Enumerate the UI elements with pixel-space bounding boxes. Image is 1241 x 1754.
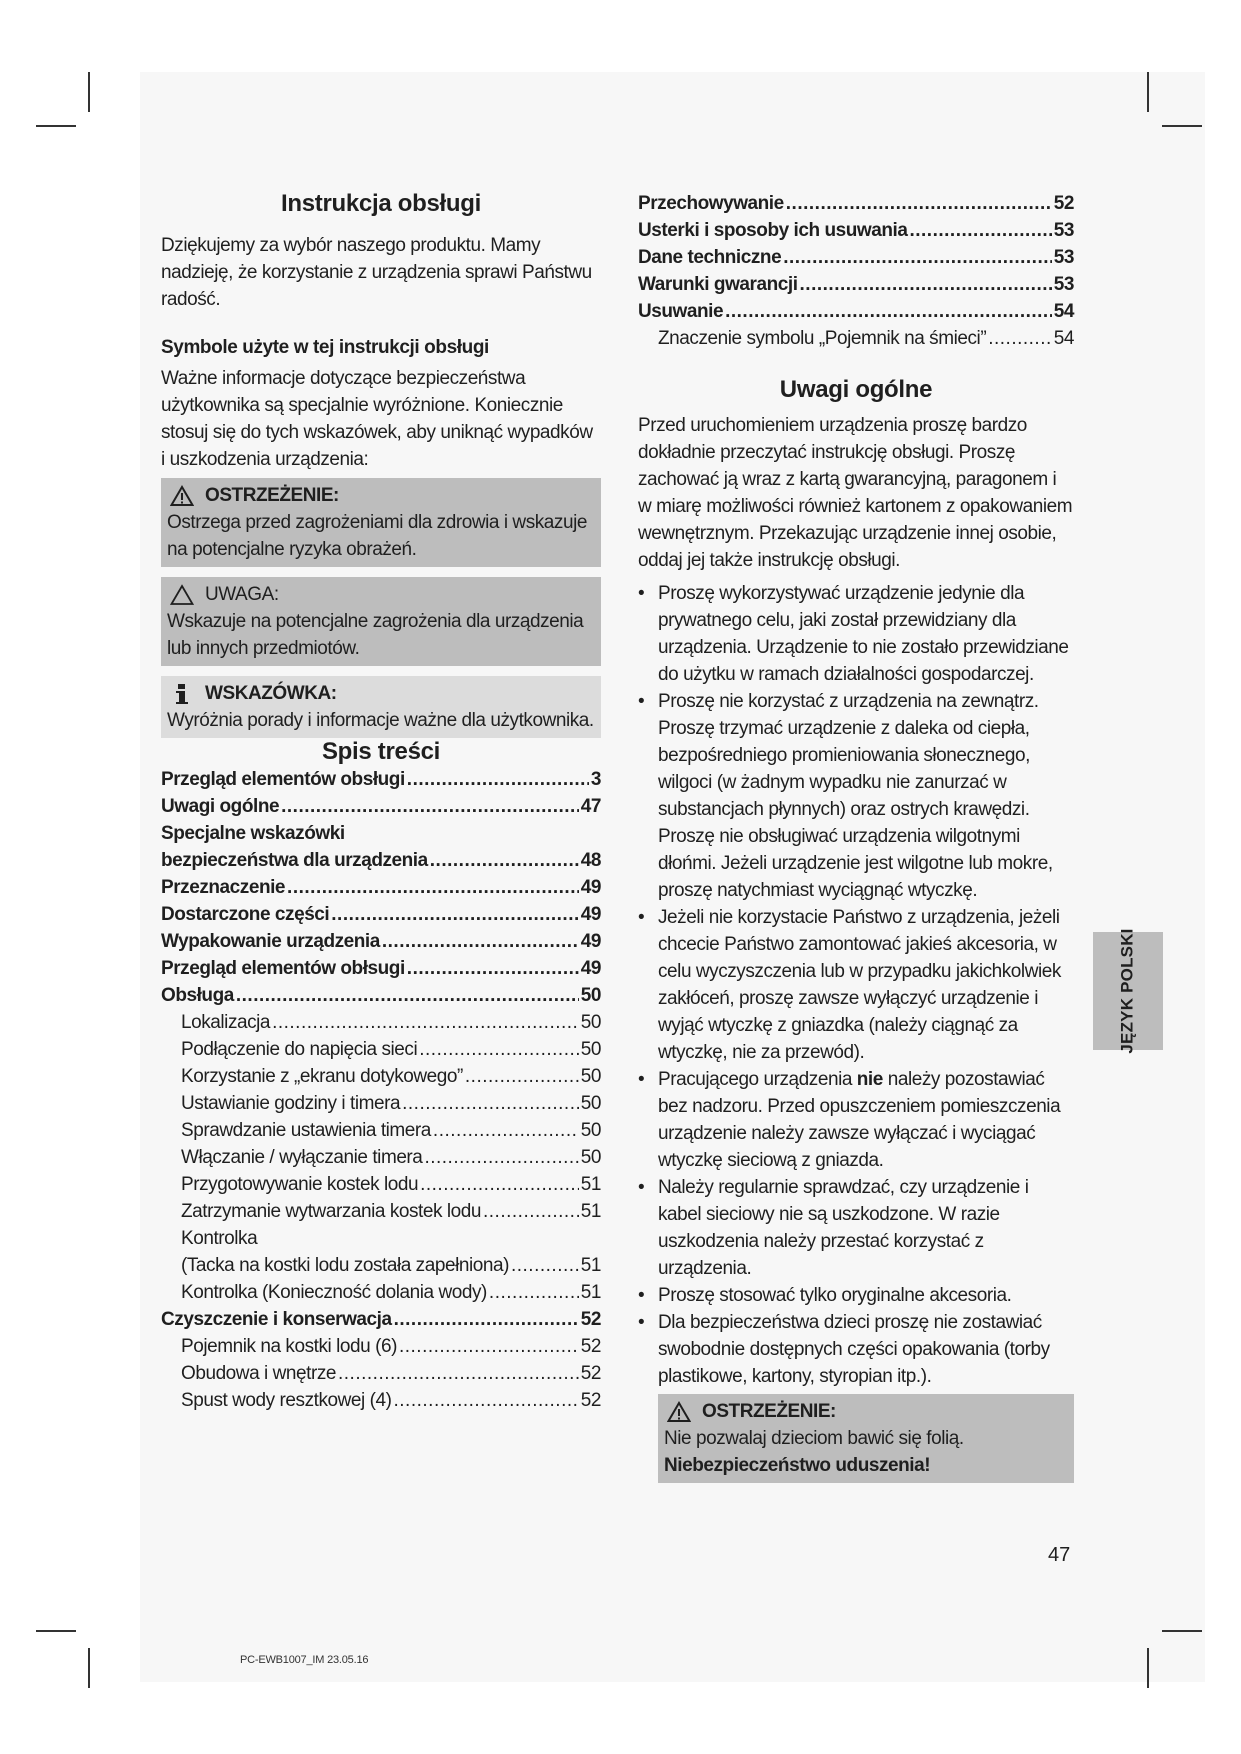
toc-label: Wypakowanie urządzenia <box>161 931 380 952</box>
toc-leader <box>420 1171 579 1198</box>
toc-leader <box>433 1117 579 1144</box>
toc-leader <box>424 1144 578 1171</box>
toc-row <box>161 1360 601 1387</box>
toc-page: 54 <box>1053 328 1074 349</box>
toc-label: Spust wody resztkowej (4) <box>181 1390 392 1411</box>
toc-leader <box>331 901 579 928</box>
safety-list <box>638 580 1074 1390</box>
toc-row <box>161 1036 601 1063</box>
toc-page: 53 <box>1053 274 1074 295</box>
toc-label: Podłączenie do napięcia sieci <box>181 1039 418 1060</box>
language-tab <box>1093 928 1163 1054</box>
toc-leader <box>465 1063 579 1090</box>
toc-label: Czyszczenie i konserwacja <box>161 1309 392 1330</box>
toc-label: Lokalizacja <box>181 1012 271 1033</box>
toc-page: 50 <box>580 1093 601 1114</box>
toc-leader <box>399 1333 579 1360</box>
toc-page: 49 <box>580 904 601 925</box>
toc-leader <box>783 244 1052 271</box>
toc-label: Ustawianie godziny i timera <box>181 1093 401 1114</box>
toc-label: Uwagi ogólne <box>161 796 280 817</box>
toc-row <box>161 1063 601 1090</box>
left-column <box>161 190 601 1414</box>
manual-title: Instrukcja obsługi <box>281 190 481 217</box>
symbols-text: Ważne informacje dotyczące bezpieczeństwa użytkownika są specjalnie wyróżnione. Koniecznie stosuj się do tych wskazówek, aby uniknąć wypadków i uszkodzenia urządzenia: <box>161 368 593 470</box>
warning-label: OSTRZEŻENIE: <box>205 485 339 506</box>
toc-page: 50 <box>580 1039 601 1060</box>
child-warning-label: OSTRZEŻENIE: <box>702 1401 836 1422</box>
toc-row <box>161 820 601 847</box>
list-item: • Proszę nie korzystać z urządzenia na zewnątrz. Proszę trzymać urządzenie z daleka od ciepła, bezpośredniego promieniowania słonecznego, wilgoci (w żadnym wypadku nie zanurzać w substancjach płynnych) oraz ostrych krawędzi. Proszę nie obsługiwać urządzenia wilgotnymi dłońmi. Jeżeli urządzenie jest wilgotne lub mokre, proszę natychmiast wyciągnąć wtyczkę. <box>638 691 1053 901</box>
toc-page: 51 <box>580 1255 601 1276</box>
list-item: • Proszę wykorzystywać urządzenie jedynie dla prywatnego celu, jaki został przewidziany dla urządzenia. Urządzenie to nie zostało przewidziane do użytku w ramach działalności gospodarczej. <box>638 583 1069 685</box>
caution-label: UWAGA: <box>205 584 279 605</box>
toc-page: 52 <box>580 1336 601 1357</box>
toc-row <box>161 901 601 928</box>
crop-mark <box>1147 72 1149 112</box>
toc-page: 49 <box>580 958 601 979</box>
toc-label: Specjalne wskazówki <box>161 823 345 844</box>
toc-page: 50 <box>580 1120 601 1141</box>
child-warning-bold: Niebezpieczeństwo uduszenia! <box>664 1455 931 1476</box>
toc-page: 48 <box>580 850 601 871</box>
toc-row <box>161 1306 601 1333</box>
toc-page: 54 <box>1053 301 1074 322</box>
crop-mark <box>1162 125 1202 127</box>
toc-row <box>161 1279 601 1306</box>
toc-leader <box>394 1387 579 1414</box>
toc-page: 50 <box>580 1147 601 1168</box>
note-box <box>161 676 601 738</box>
crop-mark <box>1162 1630 1202 1632</box>
list-item: • Jeżeli nie korzystacie Państwo z urządzenia, jeżeli chcecie Państwo zamontować jakieś akcesoria, w celu wyczyszczenia lub w przypadku jakichkolwiek zakłóceń, proszę zawsze wyłączyć urządzenie i wyjąć wtyczkę z gniazdka (należy ciągnąć za wtyczkę, nie za przewód). <box>638 907 1061 1063</box>
crop-mark <box>1147 1648 1149 1688</box>
note-head <box>167 680 595 707</box>
intro-text: Dziękujemy za wybór naszego produktu. Mamy nadzieję, że korzystanie z urządzenia sprawi Państwu radość. <box>161 235 592 310</box>
toc-page: 49 <box>580 931 601 952</box>
bullet-text: Należy regularnie sprawdzać, czy urządzenie i kabel sieciowy nie są uszkodzone. W razie uszkodzenia należy przestać korzystać z urządzenia. <box>658 1177 1029 1279</box>
warning-text: Ostrzega przed zagrożeniami dla zdrowia i wskazuje na potencjalne ryzyka obrażeń. <box>167 512 587 560</box>
toc-page: 51 <box>580 1282 601 1303</box>
toc-leader <box>272 1009 579 1036</box>
bullet-text-after: należy pozostawiać bez nadzoru. Przed opuszczeniem pomieszczenia urządzenie należy zawsze wyłączać i wyciągać wtyczkę sieciową z gniazda. <box>658 1069 1061 1171</box>
toc-leader <box>394 1306 579 1333</box>
caution-text: Wskazuje na potencjalne zagrożenia dla urządzenia lub innych przedmiotów. <box>167 611 584 659</box>
warning-triangle-icon <box>169 484 195 508</box>
child-warning-text <box>664 1425 1068 1479</box>
note-label: WSKAZÓWKA: <box>205 683 337 704</box>
toc-row <box>161 955 601 982</box>
bullet-text: Dla bezpieczeństwa dzieci proszę nie zostawiać swobodnie dostępnych części opakowania (torby plastikowe, kartony, styropian itp.). <box>658 1312 1050 1387</box>
crop-mark <box>36 1630 76 1632</box>
toc-label: Usterki i sposoby ich usuwania <box>638 220 908 241</box>
toc-page: 50 <box>580 1066 601 1087</box>
toc-page: 52 <box>1053 193 1074 214</box>
language-tab-label: JĘZYK POLSKI <box>1118 928 1138 1054</box>
bullet-text: Proszę stosować tylko oryginalne akcesoria. <box>658 1285 1012 1306</box>
toc-leader <box>419 1036 579 1063</box>
toc-label: Obudowa i wnętrze <box>181 1363 336 1384</box>
toc-leader <box>483 1198 579 1225</box>
toc-leader <box>430 847 579 874</box>
warning-head <box>167 482 595 509</box>
list-item: • Dla bezpieczeństwa dzieci proszę nie zostawiać swobodnie dostępnych części opakowania (torby plastikowe, kartony, styropian itp.). <box>638 1312 1050 1387</box>
toc-row <box>161 766 601 793</box>
toc-row <box>161 1009 601 1036</box>
toc-page: 50 <box>580 1012 601 1033</box>
toc-label: Obsługa <box>161 985 234 1006</box>
toc-row <box>161 1252 601 1279</box>
toc-leader <box>786 190 1052 217</box>
crop-mark <box>88 72 90 112</box>
toc-label: Przechowywanie <box>638 193 784 214</box>
bullet-text: Jeżeli nie korzystacie Państwo z urządzenia, jeżeli chcecie Państwo zamontować jakieś akcesoria, w celu wyczyszczenia lub w przypadku jakichkolwiek zakłóceń, proszę zawsze wyłączyć urządzenie i wyjąć wtyczkę z gniazdka (należy ciągnąć za wtyczkę, nie za przewód). <box>658 907 1061 1063</box>
bullet-text: Proszę wykorzystywać urządzenie jedynie dla prywatnego celu, jaki został przewidziany dla urządzenia. Urządzenie to nie zostało przewidziane do użytku w ramach działalności gospodarczej. <box>658 583 1069 685</box>
toc-label: Warunki gwarancji <box>638 274 798 295</box>
note-text: Wyróżnia porady i informacje ważne dla użytkownika. <box>167 710 594 731</box>
footer-code: PC-EWB1007_IM 23.05.16 <box>240 1654 369 1666</box>
toc-row <box>161 1387 601 1414</box>
toc-label: Dostarczone części <box>161 904 330 925</box>
toc-leader <box>800 271 1052 298</box>
toc-row <box>161 982 601 1009</box>
toc-label: Kontrolka (Konieczność dolania wody) <box>181 1282 487 1303</box>
toc-page: 49 <box>580 877 601 898</box>
toc-row <box>161 928 601 955</box>
page-number: 47 <box>1048 1544 1071 1566</box>
toc-label: Włączanie / wyłączanie timera <box>181 1147 423 1168</box>
toc-row <box>161 1198 601 1225</box>
toc-label: Dane techniczne <box>638 247 782 268</box>
toc-leader <box>407 955 579 982</box>
list-item: • Pracującego urządzenia nie należy pozostawiać bez nadzoru. Przed opuszczeniem pomieszczenia urządzenie należy zawsze wyłączać i wyciągać wtyczkę sieciową z gniazda. <box>638 1069 1061 1171</box>
child-warning-head <box>664 1398 1068 1425</box>
general-intro: Przed uruchomieniem urządzenia proszę bardzo dokładnie przeczytać instrukcję obsługi. Proszę zachować ją wraz z kartą gwarancyjną, paragonem i w miarę możliwości również kartonem z opakowaniem wewnętrznym. Przekazując urządzenie innej osobie, oddaj jej także instrukcję obsługi. <box>638 415 1073 571</box>
toc-label: Znaczenie symbolu „Pojemnik na śmieci” <box>658 328 987 349</box>
toc-leader <box>909 217 1051 244</box>
toc-left <box>161 766 601 1414</box>
toc-label: Sprawdzanie ustawienia timera <box>181 1120 431 1141</box>
crop-mark <box>36 125 76 127</box>
toc-right <box>638 190 1074 352</box>
toc-leader <box>725 298 1052 325</box>
list-item: • Należy regularnie sprawdzać, czy urządzenie i kabel sieciowy nie są uszkodzone. W razie uszkodzenia należy przestać korzystać z urządzenia. <box>638 1177 1029 1279</box>
toc-row <box>161 793 601 820</box>
toc-row <box>638 244 1074 271</box>
list-item: • Proszę stosować tylko oryginalne akcesoria. <box>638 1285 1012 1306</box>
toc-row <box>161 1333 601 1360</box>
warning-triangle-icon <box>666 1400 692 1424</box>
toc-page: 53 <box>1053 220 1074 241</box>
toc-row <box>638 325 1074 352</box>
toc-label: Przegląd elementów obsługi <box>161 769 405 790</box>
toc-page: 52 <box>580 1363 601 1384</box>
toc-page: 52 <box>580 1390 601 1411</box>
bullet-text-bold: nie <box>856 1069 883 1090</box>
child-warning-box <box>658 1394 1074 1483</box>
toc-label: Przegląd elementów obłsugi <box>161 958 405 979</box>
toc-leader <box>511 1252 579 1279</box>
bullet-text: Proszę nie korzystać z urządzenia na zewnątrz. Proszę trzymać urządzenie z daleka od ciepła, bezpośredniego promieniowania słonecznego, wilgoci (w żadnym wypadku nie zanurzać w substancjach płynnych) oraz ostrych krawędzi. Proszę nie obsługiwać urządzenia wilgotnymi dłońmi. Jeżeli urządzenie jest wilgotne lub mokre, proszę natychmiast wyciągnąć wtyczkę. <box>658 691 1053 901</box>
toc-leader <box>287 874 579 901</box>
toc-row <box>638 190 1074 217</box>
toc-leader <box>407 766 589 793</box>
toc-title: Spis treści <box>321 738 441 765</box>
toc-row <box>638 217 1074 244</box>
toc-leader <box>338 1360 579 1387</box>
toc-page: 50 <box>580 985 601 1006</box>
toc-row <box>638 271 1074 298</box>
toc-row <box>161 1171 601 1198</box>
bullet-text-before: Pracującego urządzenia <box>658 1069 857 1090</box>
toc-row <box>161 1144 601 1171</box>
toc-leader <box>382 928 579 955</box>
toc-label: Usuwanie <box>638 301 724 322</box>
toc-page: 47 <box>580 796 601 817</box>
toc-leader <box>402 1090 579 1117</box>
caution-triangle-icon <box>169 583 195 607</box>
toc-page: 51 <box>580 1174 601 1195</box>
crop-mark <box>88 1648 90 1688</box>
toc-label: bezpieczeństwa dla urządzenia <box>161 850 428 871</box>
toc-row <box>161 1090 601 1117</box>
toc-leader <box>988 325 1052 352</box>
toc-label: Pojemnik na kostki lodu (6) <box>181 1336 397 1357</box>
warning-box <box>161 478 601 567</box>
caution-head <box>167 581 595 608</box>
caution-box <box>161 577 601 666</box>
toc-row <box>161 847 601 874</box>
toc-page: 53 <box>1053 247 1074 268</box>
toc-label: Przeznaczenie <box>161 877 286 898</box>
toc-leader <box>281 793 579 820</box>
toc-page: 3 <box>590 769 601 790</box>
toc-label: Korzystanie z „ekranu dotykowego” <box>181 1066 463 1087</box>
toc-label: (Tacka na kostki lodu została zapełniona) <box>181 1255 509 1276</box>
toc-row <box>161 1225 601 1252</box>
info-icon <box>169 682 195 706</box>
right-column <box>638 190 1074 1483</box>
toc-page: 51 <box>580 1201 601 1222</box>
toc-row <box>161 1117 601 1144</box>
general-title: Uwagi ogólne <box>779 376 933 403</box>
toc-page: 52 <box>580 1309 601 1330</box>
toc-label: Przygotowywanie kostek lodu <box>181 1174 419 1195</box>
toc-label: Kontrolka <box>181 1228 258 1249</box>
toc-row <box>638 298 1074 325</box>
toc-label: Zatrzymanie wytwarzania kostek lodu <box>181 1201 481 1222</box>
toc-leader <box>489 1279 579 1306</box>
symbols-heading: Symbole użyte w tej instrukcji obsługi <box>161 337 489 358</box>
toc-leader <box>236 982 579 1009</box>
child-warning-normal: Nie pozwalaj dzieciom bawić się folią. <box>664 1428 964 1449</box>
toc-row <box>161 874 601 901</box>
